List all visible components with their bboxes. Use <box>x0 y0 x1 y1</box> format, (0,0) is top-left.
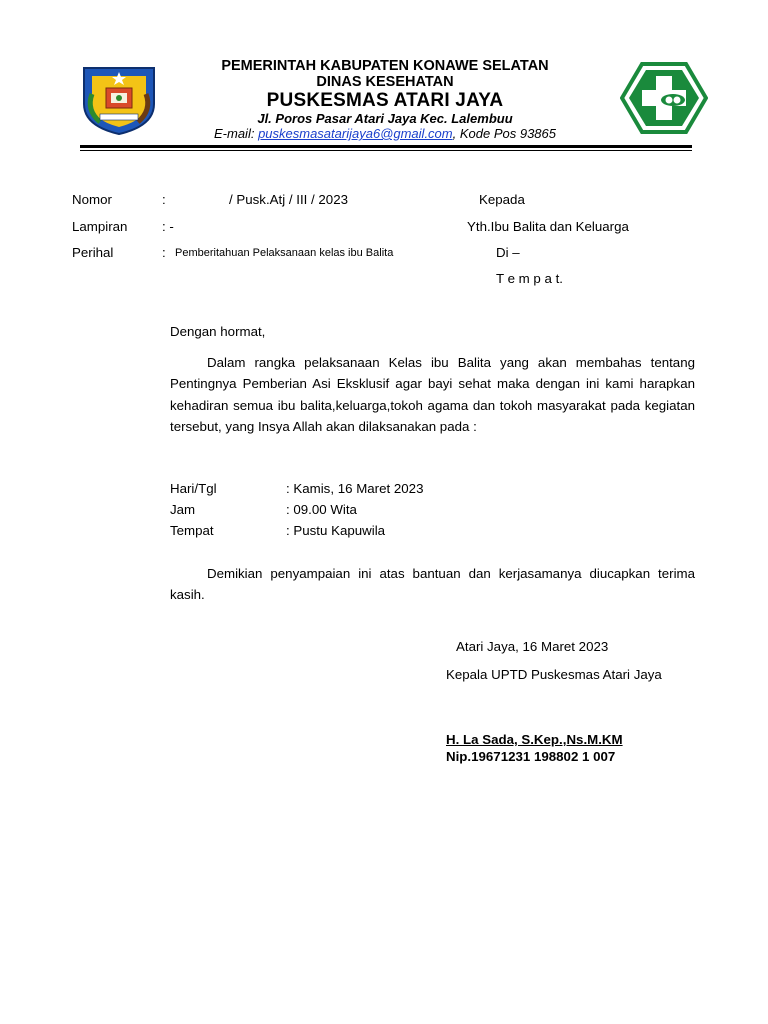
signature-name: H. La Sada, S.Kep.,Ns.M.KM <box>446 732 623 747</box>
lampiran-label: Lampiran <box>72 219 128 234</box>
header-rule-thick <box>80 145 692 148</box>
postcode: , Kode Pos 93865 <box>452 126 556 141</box>
detail-label-time: Jam <box>170 502 196 517</box>
perihal-value: Pemberitahuan Pelaksanaan kelas ibu Balita <box>175 247 394 259</box>
signature-nip: Nip.19671231 198802 1 007 <box>446 749 616 764</box>
header-rule-thin <box>80 150 692 151</box>
lampiran-value: : - <box>162 219 174 234</box>
letterhead-government: PEMERINTAH KABUPATEN KONAWE SELATAN <box>221 58 549 74</box>
letterhead-address: Jl. Poros Pasar Atari Jaya Kec. Lalembuu <box>257 111 513 126</box>
body-paragraph: Dalam rangka pelaksanaan Kelas ibu Balita yang akan membahas tentang Pentingnya Pemberian Asi Eksklusif agar bayi sehat maka dengan ini kami harapkan kehadiran semua ibu balita,keluarga,tokoh agama dan tokoh masyarakat pada kegiatan tersebut, yang Insya Allah akan dilaksanakan pada : <box>170 355 695 434</box>
perihal-colon: : <box>162 245 166 260</box>
letterhead-department: DINAS KESEHATAN <box>316 74 454 90</box>
email-link[interactable]: puskesmasatarijaya6@gmail.com <box>258 126 453 141</box>
puskesmas-cross-logo-icon <box>620 62 708 134</box>
email-label: E-mail: <box>214 126 259 141</box>
nomor-value: / Pusk.Atj / III / 2023 <box>229 192 348 207</box>
kepada-label: Kepada <box>479 192 525 207</box>
detail-label-day: Hari/Tgl <box>170 481 217 496</box>
signature-position: Kepala UPTD Puskesmas Atari Jaya <box>446 667 662 682</box>
detail-label-place: Tempat <box>170 523 214 538</box>
detail-value-place: : Pustu Kapuwila <box>286 523 386 538</box>
recipient-name: Yth.Ibu Balita dan Keluarga <box>467 219 629 234</box>
nomor-colon: : <box>162 192 166 207</box>
recipient-di: Di – <box>496 245 520 260</box>
greeting: Dengan hormat, <box>170 324 266 339</box>
konawe-selatan-emblem-icon <box>78 64 160 136</box>
letterhead-institution: PUSKESMAS ATARI JAYA <box>266 90 504 111</box>
perihal-label: Perihal <box>72 245 114 260</box>
nomor-label: Nomor <box>72 192 112 207</box>
recipient-tempat: T e m p a t. <box>496 271 564 286</box>
letterhead-contact <box>160 126 610 141</box>
closing-paragraph: Demikian penyampaian ini atas bantuan dan kerjasamanya diucapkan terima kasih. <box>170 566 695 603</box>
detail-value-time: : 09.00 Wita <box>286 502 357 517</box>
signature-place-date: Atari Jaya, 16 Maret 2023 <box>456 639 609 654</box>
detail-value-day: : Kamis, 16 Maret 2023 <box>286 481 424 496</box>
